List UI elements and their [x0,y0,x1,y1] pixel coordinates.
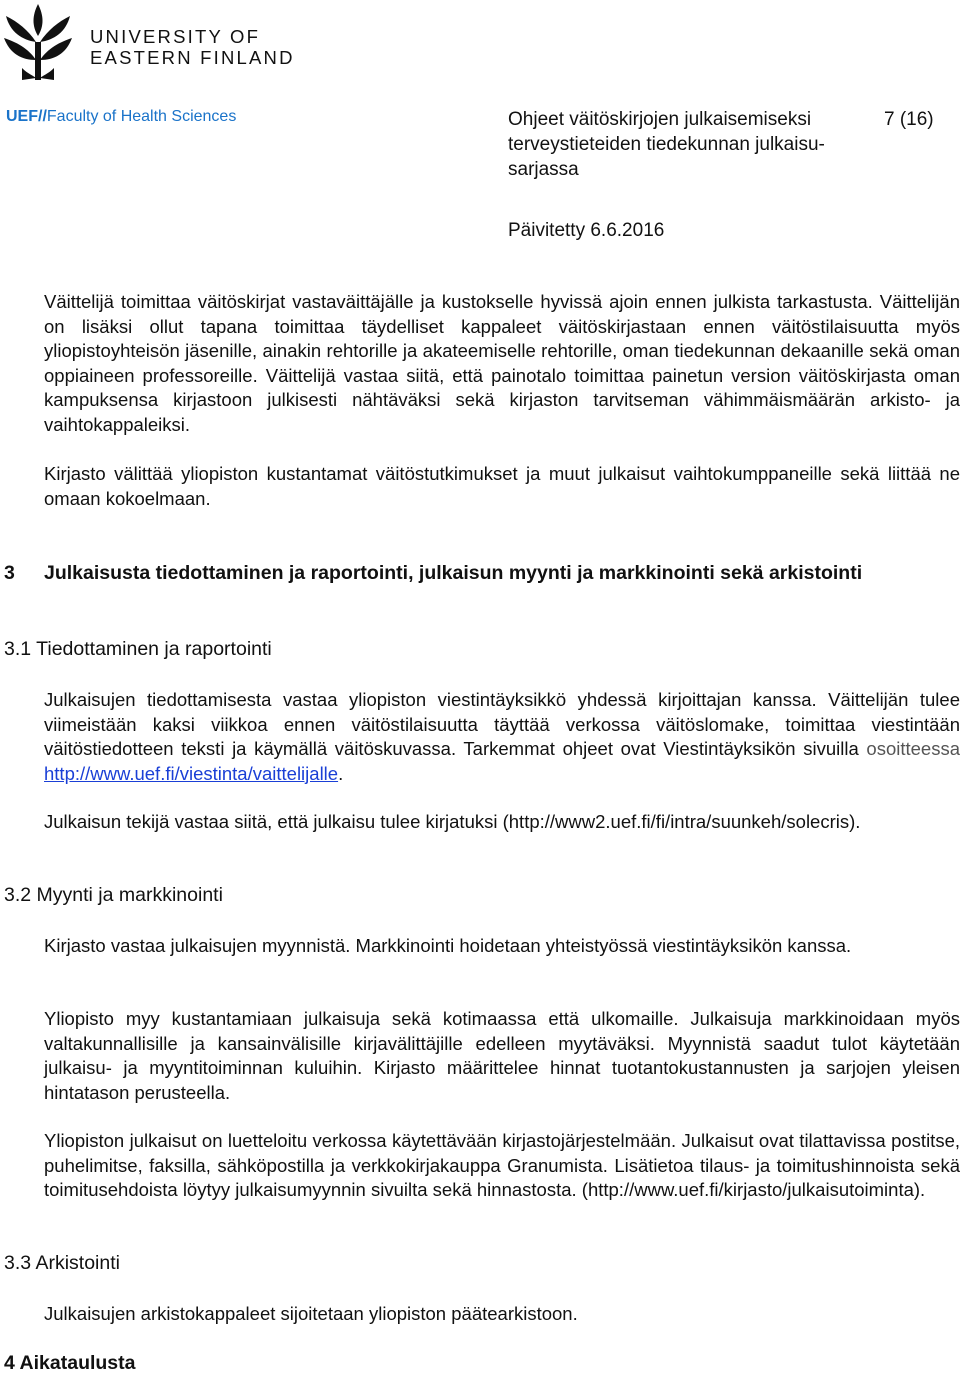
section-number-3: 3 [4,562,15,584]
updated-date: Päivitetty 6.6.2016 [508,220,665,241]
paragraph-sales: Kirjasto vastaa julkaisujen myynnistä. Markkinointi hoidetaan yhteistyössä viestintäyksikön kanssa. [44,935,852,956]
university-logo-icon [2,2,74,82]
paragraph-communication-text: Julkaisujen tiedottamisesta vastaa yliopiston viestintäyksikkö yhdessä kirjoittajan kanssa. Väittelijän tulee viimeistään kaksi viikkoa ennen väitöstilaisuutta täyttää verkossa väitöslomake, toimittaa viestintään väitöstiedotteen teksti ja käymällä väitöskuvassa. Tarkemmat ohjeet ovat Viestintäyksikön sivuilla [44,689,960,759]
paragraph-archiving: Julkaisujen arkistokappaleet sijoitetaan yliopiston päätearkistoon. [44,1303,578,1324]
paragraph-delivery [44,290,960,437]
paragraph-communication [44,688,960,786]
subsection-heading-3-1: 3.1 Tiedottaminen ja raportointi [4,638,272,660]
paragraph-printing-text: Väittelijä vastaa siitä, että painotalo toimittaa painetun version väitöskirjasta oman kampuksensa kirjastoon julkisesti nähtäväksi sekä kirjaston tarvitseman vähimmäismäärän arkisto- ja vaihtokappaleiksi. [44,364,960,435]
university-name-line2: EASTERN FINLAND [90,47,295,68]
paragraph-selling: Yliopisto myy kustantamiaan julkaisuja sekä kotimaassa että ulkomaille. Julkaisuja markkinoidaan myös valtakunnallisille ja kansainvälisille kirjavälittäjille edelleen myytäväksi. Myynnistä saadut tulot käytetään julkaisu- ja myyntitoiminnan kuluihin. Kirjasto määrittelee hinnat tuotantokustannusten ja sarjojen yleisen hintatason perusteella. [44,1008,960,1103]
section-heading-3 [4,560,944,586]
paragraph-ordering: Yliopiston julkaisut on luetteloitu verkossa käytettävään kirjastojärjestelmään. Julkaisut ovat tilattavissa postitse, puhelimitse, faksilla, sähköpostilla ja verkkokirjakauppa Granumista. Lisätietoa tilaus- ja toimitushinnoista sekä toimitusehdoista löytyy julkaisumyynnin sivuilta sekä hinnastosta. (http://www.uef.fi/kirjasto/julkaisutoiminta). [44,1130,960,1200]
paragraph-registration: Julkaisun tekijä vastaa siitä, että julkaisu tulee kirjatuksi (http://www2.uef.fi/fi/intra/suunkeh/solecris). [44,811,861,832]
university-name-line1: UNIVERSITY OF [90,26,261,47]
sentence-end: . [338,762,344,784]
faculty-name: Faculty of Health Sciences [46,108,237,125]
page-number: 7 (16) [884,109,934,130]
paragraph-delivery-text: Väittelijä toimittaa väitöskirjat vastaväittäjälle ja kustokselle hyvissä ajoin ennen julkista tarkastusta. Väittelijän on lisäksi ollut tapana toimittaa täydelliset kappaleet väitöskirjastaan ennen väitöstilaisuutta myös yliopistoyhteisön jäsenille, ainakin rehtorille ja akateemiselle rehtorille, oman tiedekunnan dekaanille sekä oman oppiaineen professoreille. [44,291,960,386]
paragraph-library-exchange: Kirjasto välittää yliopiston kustantamat väitöstutkimukset ja muut julkaisut vaihtokumppaneille sekä liittää ne omaan kokoelmaan. [44,463,960,509]
viestinta-link[interactable]: http://www.uef.fi/viestinta/vaittelijalle [44,762,339,784]
address-word: osoitteessa [866,738,960,759]
subsection-heading-3-3: 3.3 Arkistointi [4,1252,120,1274]
document-title: Ohjeet väitöskirjojen julkaisemiseksi terveystieteiden tiedekunnan julkaisu-sarjassa [508,109,825,180]
faculty-header [6,108,236,126]
subsection-heading-3-2: 3.2 Myynti ja markkinointi [4,884,223,906]
university-name [90,26,295,68]
section-heading-4: 4 Aikataulusta [4,1352,136,1374]
faculty-prefix: UEF// [6,108,47,125]
section-title-3: Julkaisusta tiedottaminen ja raportointi, julkaisun myynti ja markkinointi sekä arkistointi [44,562,863,584]
